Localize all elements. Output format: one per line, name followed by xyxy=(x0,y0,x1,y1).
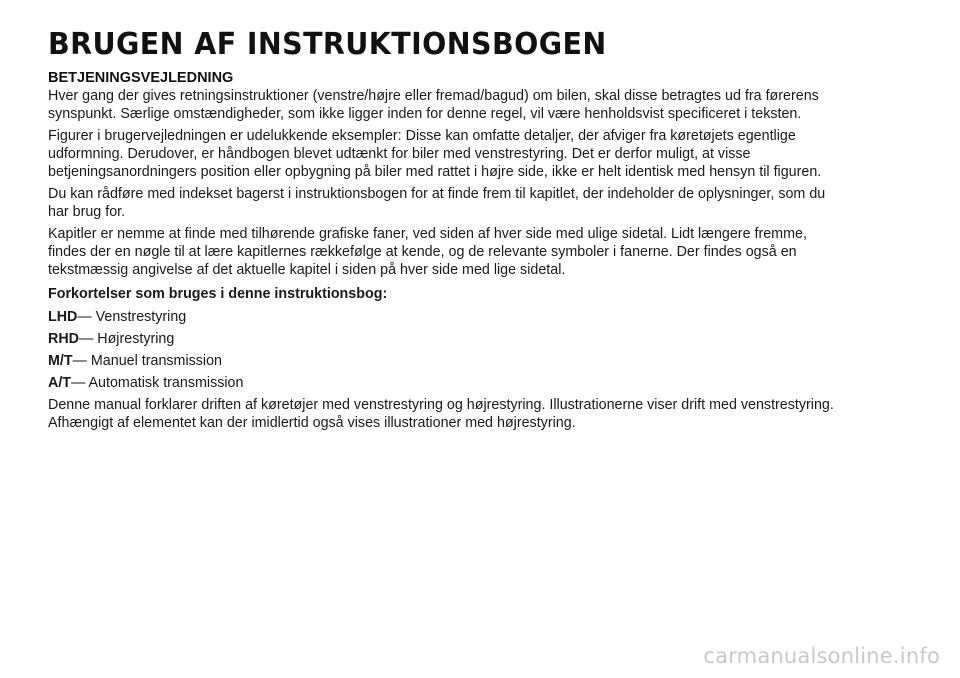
abbreviation-code: LHD xyxy=(48,308,78,325)
paragraph-figures: Figurer i brugervejledningen er udelukkende eksempler: Disse kan omfatte detaljer, der afviger fra køretøjets egentlige udformning. Derudover, er håndbogen blevet udtænkt for biler med venstrestyring. Det er derfor muligt, at visse betjeningsanordningers position eller opbygning på biler med rattet i højre side, ikke er helt identisk med hensyn til figuren. xyxy=(48,127,822,180)
abbreviation-text: — Højrestyring xyxy=(78,330,175,347)
paragraph-closing: Denne manual forklarer driften af køretøjer med venstrestyring og højrestyring. Illustrationerne viser drift med venstrestyring. Afhængigt af elementet kan der imidlertid også vises illustrationer med højrestyring. xyxy=(48,396,834,431)
paragraph-chapters: Kapitler er nemme at finde med tilhørende grafiske faner, ved siden af hver side med ulige sidetal. Lidt længere fremme, findes der en nøgle til at lære kapitlernes rækkefølge at kende, og de relevante symboler i fanerne. Der findes også en tekstmæssig angivelse af det aktuelle kapitel i siden på hver side med lige sidetal. xyxy=(48,225,807,278)
abbreviation-code: RHD xyxy=(48,330,79,347)
abbreviation-text: — Manuel transmission xyxy=(72,352,223,369)
document-page xyxy=(48,28,848,436)
abbreviation-text: — Venstrestyring xyxy=(77,308,187,325)
paragraph-index: Du kan rådføre med indekset bagerst i instruktionsbogen for at finde frem til kapitlet, der indeholder de oplysninger, som du har brug for. xyxy=(48,185,826,220)
abbreviation-text: — Automatisk transmission xyxy=(71,374,244,391)
abbreviation-item xyxy=(48,330,848,348)
paragraph-directions: Hver gang der gives retningsinstruktioner (venstre/højre eller fremad/bagud) om bilen, skal disse betragtes ud fra førerens synspunkt. Særlige omstændigheder, som ikke ligger inden for denne regel, vil være henholdsvist specificeret i teksten. xyxy=(48,87,819,122)
abbreviation-code: M/T xyxy=(48,352,73,369)
page-title: BRUGEN AF INSTRUKTIONSBOGEN xyxy=(48,26,607,62)
abbreviation-code: A/T xyxy=(48,374,72,391)
section-title: BETJENINGSVEJLEDNING xyxy=(48,69,234,86)
abbreviation-item xyxy=(48,374,848,392)
abbreviation-item xyxy=(48,308,848,326)
abbreviations-heading: Forkortelser som bruges i denne instruktionsbog: xyxy=(48,285,388,302)
abbreviation-item xyxy=(48,352,848,370)
watermark: carmanualsonline.info xyxy=(703,644,940,668)
